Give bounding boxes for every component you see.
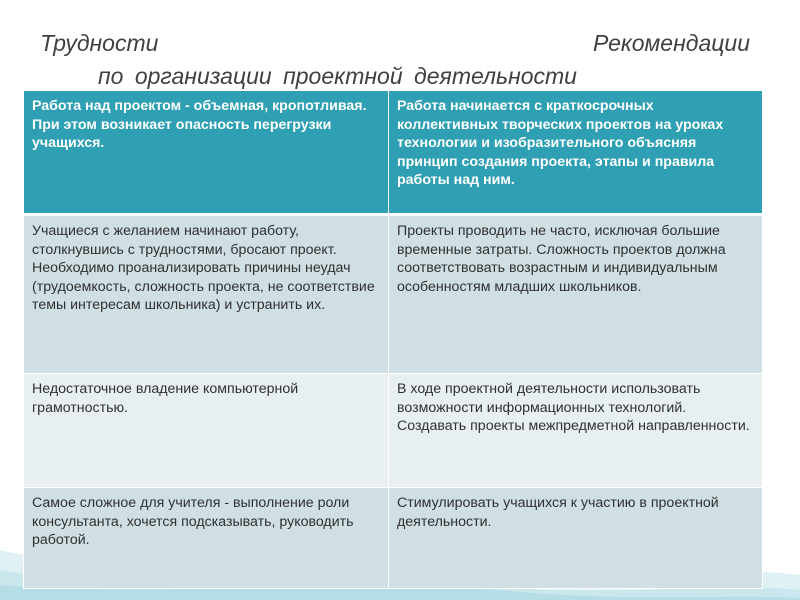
cell-text: В ходе проектной деятельности использовать возможности информационных технологий. Создавать проекты межпредметной направленности. (397, 381, 750, 434)
cell-text: Работа начинается с краткосрочных коллективных творческих проектов на уроках технологии и изобразительного объясняя принцип создания проекта, этапы и правила работы над ним. (397, 98, 724, 188)
difficulties-recommendations-table (23, 90, 763, 589)
cell-text: Недостаточное владение компьютерной грамотностью. (32, 381, 299, 416)
title-recommendations: Рекомендации (593, 30, 750, 56)
title-row (40, 30, 750, 57)
header-difficulty-cell (24, 91, 389, 215)
cell-text: Стимулировать учащихся к участию в проектной деятельности. (397, 495, 719, 530)
recommendation-cell (389, 215, 763, 374)
subtitle: по организации проектной деятельности (98, 63, 577, 89)
difficulty-cell (24, 488, 389, 589)
difficulty-cell (24, 374, 389, 488)
table-header-row (24, 91, 763, 215)
header-recommendation-cell (389, 91, 763, 215)
table-row (24, 215, 763, 374)
recommendation-cell (389, 488, 763, 589)
cell-text: Работа над проектом - объемная, кропотливая. При этом возникает опасность перегрузки учащихся. (32, 98, 367, 151)
table-row (24, 374, 763, 488)
cell-text: Учащиеся с желанием начинают работу, столкнувшись с трудностями, бросают проект. Необходимо проанализировать причины неудач (трудоемкость, сложность проекта, не соответствие темы интересам школьника) и устранить их. (32, 223, 375, 313)
cell-text: Проекты проводить не часто, исключая большие временные затраты. Сложность проектов должна соответствовать возрастным и индивидуальным особенностям младших школьников. (397, 223, 726, 295)
recommendation-cell (389, 374, 763, 488)
title-difficulties: Трудности (40, 30, 159, 56)
difficulty-cell (24, 215, 389, 374)
cell-text: Самое сложное для учителя - выполнение роли консультанта, хочется подсказывать, руководить работой. (32, 495, 354, 548)
table-row (24, 488, 763, 589)
